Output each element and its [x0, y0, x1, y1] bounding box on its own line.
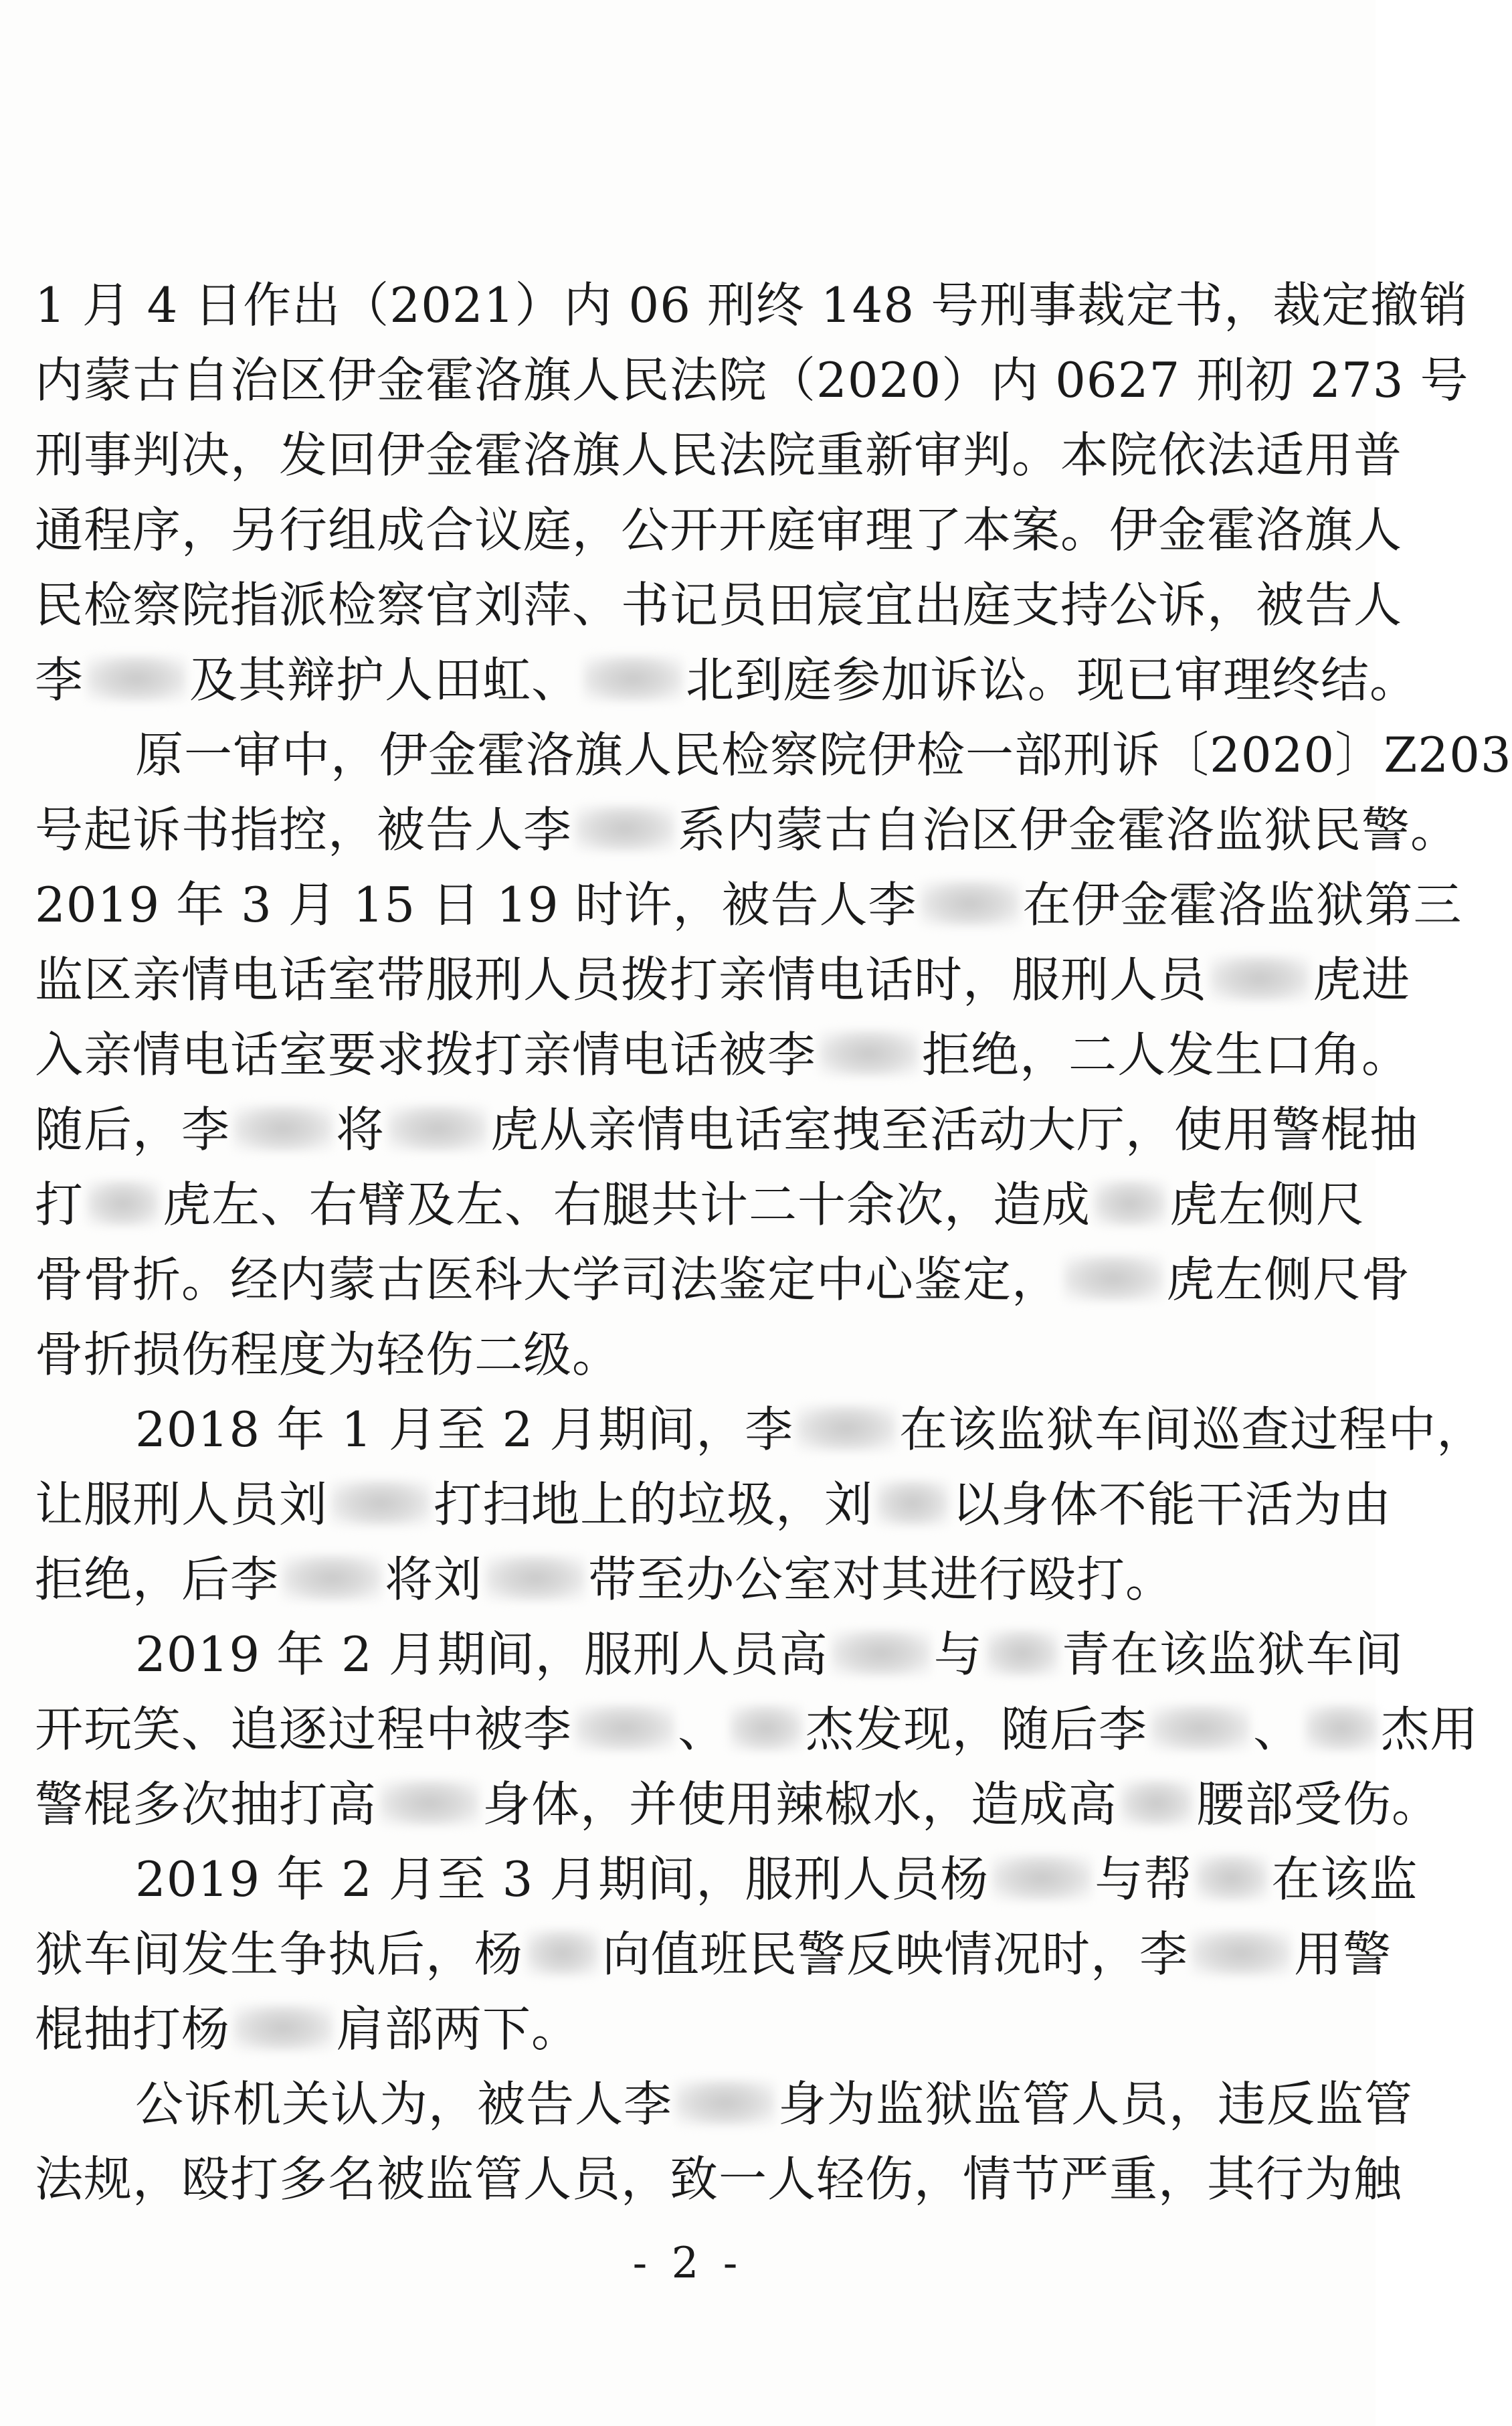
redaction-blur [985, 1630, 1059, 1676]
text: 在该监 [1271, 1851, 1418, 1907]
text: 系内蒙古自治区伊金霍洛监狱民警。 [678, 802, 1460, 858]
redaction-blur [86, 655, 187, 702]
text-line [35, 2142, 1403, 2217]
text: 虎左侧尺骨 [1166, 1251, 1411, 1308]
text: 警棍多次抽打高 [35, 1776, 377, 1832]
text: 2019 年 2 月至 3 月期间，服刑人员杨 [135, 1851, 989, 1907]
text-line [35, 942, 1411, 1017]
text-line [35, 418, 1403, 493]
text: 用警 [1294, 1926, 1392, 1982]
page-number: - 2 - [632, 2239, 743, 2288]
text: 杰发现，随后李 [806, 1701, 1148, 1757]
text: 虎左侧尺 [1169, 1177, 1365, 1233]
text: 拒绝，二人发生口角。 [922, 1027, 1411, 1083]
text: 及其辩护人田虹、 [189, 652, 581, 708]
redaction-blur [233, 2004, 333, 2051]
text-line [35, 568, 1403, 642]
text: 骨骨折。经内蒙古医科大学司法鉴定中心鉴定， [35, 1251, 1061, 1308]
redaction-blur [1195, 1854, 1268, 1901]
redaction-blur [729, 1705, 803, 1751]
text-line [35, 1467, 1392, 1542]
text-line [35, 493, 1403, 568]
redaction-blur [575, 1705, 675, 1751]
text-line [35, 1242, 1411, 1317]
text-line [35, 792, 1460, 867]
redaction-blur [675, 2079, 775, 2126]
redaction-blur [1191, 1929, 1291, 1976]
text: 号起诉书指控，被告人李 [35, 802, 573, 858]
text: 与 [933, 1626, 983, 1682]
text: 原一审中，伊金霍洛旗人民检察院伊检一部刑诉〔2020〕Z203 [135, 727, 1512, 783]
text-line [35, 867, 1462, 942]
text: 通程序，另行组成合议庭，公开开庭审理了本案。伊金霍洛旗人 [35, 502, 1403, 558]
text-line [35, 1992, 1359, 2067]
text-line [35, 1617, 1404, 1692]
text: 打 [35, 1177, 84, 1233]
text: 在该监狱车间巡查过程中， [899, 1401, 1486, 1458]
text: 随后，李 [35, 1102, 231, 1158]
redaction-blur [330, 1480, 431, 1527]
redaction-blur [819, 1030, 919, 1077]
redaction-blur [920, 880, 1020, 927]
text: 刑事判决，发回伊金霍洛旗人民法院重新审判。本院依法适用普 [35, 427, 1403, 483]
text-line [35, 1917, 1392, 1992]
text: 入亲情电话室要求拨打亲情电话被李 [35, 1027, 817, 1083]
text: 1 月 4 日作出（2021）内 06 刑终 148 号刑事裁定书，裁定撤销 [35, 277, 1469, 333]
text: 打扫地上的垃圾，刘 [434, 1476, 874, 1533]
text: 在伊金霍洛监狱第三 [1022, 877, 1462, 933]
text: 让服刑人员刘 [35, 1476, 328, 1533]
redaction-blur [1093, 1180, 1167, 1227]
redaction-blur [282, 1555, 382, 1601]
text: 李 [35, 652, 84, 708]
text: 杰用 [1381, 1701, 1479, 1757]
text: 民检察院指派检察官刘萍、书记员田宸宜出庭支持公诉，被告人 [35, 577, 1403, 633]
text-line [35, 1167, 1365, 1242]
text: 腰部受伤。 [1196, 1776, 1441, 1832]
text: 带至办公室对其进行殴打。 [588, 1551, 1175, 1608]
redaction-blur [876, 1480, 949, 1527]
text: 以身体不能干活为由 [952, 1476, 1392, 1533]
text: 虎从亲情电话室拽至活动大厅，使用警棍抽 [490, 1102, 1419, 1158]
text: 骨折损伤程度为轻伤二级。 [35, 1326, 622, 1383]
text: 内蒙古自治区伊金霍洛旗人民法院（2020）内 0627 刑初 273 号 [35, 352, 1469, 408]
text-line [35, 1767, 1441, 1842]
document-body [35, 268, 1512, 2217]
text: 开玩笑、追逐过程中被李 [35, 1701, 573, 1757]
redaction-blur [991, 1854, 1092, 1901]
text-line [35, 1842, 1418, 1917]
text: 北到庭参加诉讼。现已审理终结。 [686, 652, 1419, 708]
text-line [35, 1542, 1359, 1617]
redaction-blur [575, 805, 675, 852]
text: 身体，并使用辣椒水，造成高 [482, 1776, 1118, 1832]
text: 与帮 [1095, 1851, 1193, 1907]
redaction-blur [387, 1105, 488, 1152]
text-line [35, 2067, 1414, 2142]
redaction-blur [796, 1405, 896, 1452]
text: 监区亲情电话室带服刑人员拨打亲情电话时，服刑人员 [35, 952, 1208, 1008]
text: 棍抽打杨 [35, 2001, 231, 2057]
redaction-blur [1063, 1255, 1163, 1302]
text: 拒绝，后李 [35, 1551, 280, 1608]
text: 虎左、右臂及左、右腿共计二十余次，造成 [163, 1177, 1091, 1233]
text: 、 [678, 1701, 727, 1757]
text: 2018 年 1 月至 2 月期间，李 [135, 1401, 794, 1458]
text: 2019 年 3 月 15 日 19 时许，被告人李 [35, 877, 917, 933]
text-line [35, 1017, 1411, 1092]
text: 身为监狱监管人员，违反监管 [778, 2076, 1414, 2132]
text: 2019 年 2 月期间，服刑人员高 [135, 1626, 828, 1682]
redaction-blur [1120, 1780, 1194, 1826]
redaction-blur [583, 655, 683, 702]
redaction-blur [1150, 1705, 1250, 1751]
redaction-blur [485, 1555, 585, 1601]
text: 将 [336, 1102, 385, 1158]
text: 虎进 [1313, 952, 1411, 1008]
text: 狱车间发生争执后，杨 [35, 1926, 524, 1982]
text-line [35, 1317, 1359, 1392]
redaction-blur [233, 1105, 333, 1152]
text: 向值班民警反映情况时，李 [602, 1926, 1189, 1982]
redaction-blur [1210, 955, 1310, 1002]
text: 将刘 [385, 1551, 483, 1608]
text: 、 [1253, 1701, 1303, 1757]
text-line [35, 717, 1512, 792]
text: 公诉机关认为，被告人李 [135, 2076, 673, 2132]
text: 法规，殴打多名被监管人员，致一人轻伤，情节严重，其行为触 [35, 2151, 1403, 2207]
redaction-blur [86, 1180, 160, 1227]
text-line [35, 1392, 1486, 1467]
text-line [35, 343, 1469, 418]
redaction-blur [379, 1780, 480, 1826]
text-line [35, 268, 1469, 343]
text: 肩部两下。 [336, 2001, 581, 2057]
redaction-blur [526, 1929, 599, 1976]
redaction-blur [1305, 1705, 1378, 1751]
text: 青在该监狱车间 [1061, 1626, 1404, 1682]
text-line [35, 1692, 1479, 1767]
redaction-blur [831, 1630, 931, 1676]
text-line [35, 1092, 1419, 1167]
text-line [35, 642, 1419, 717]
